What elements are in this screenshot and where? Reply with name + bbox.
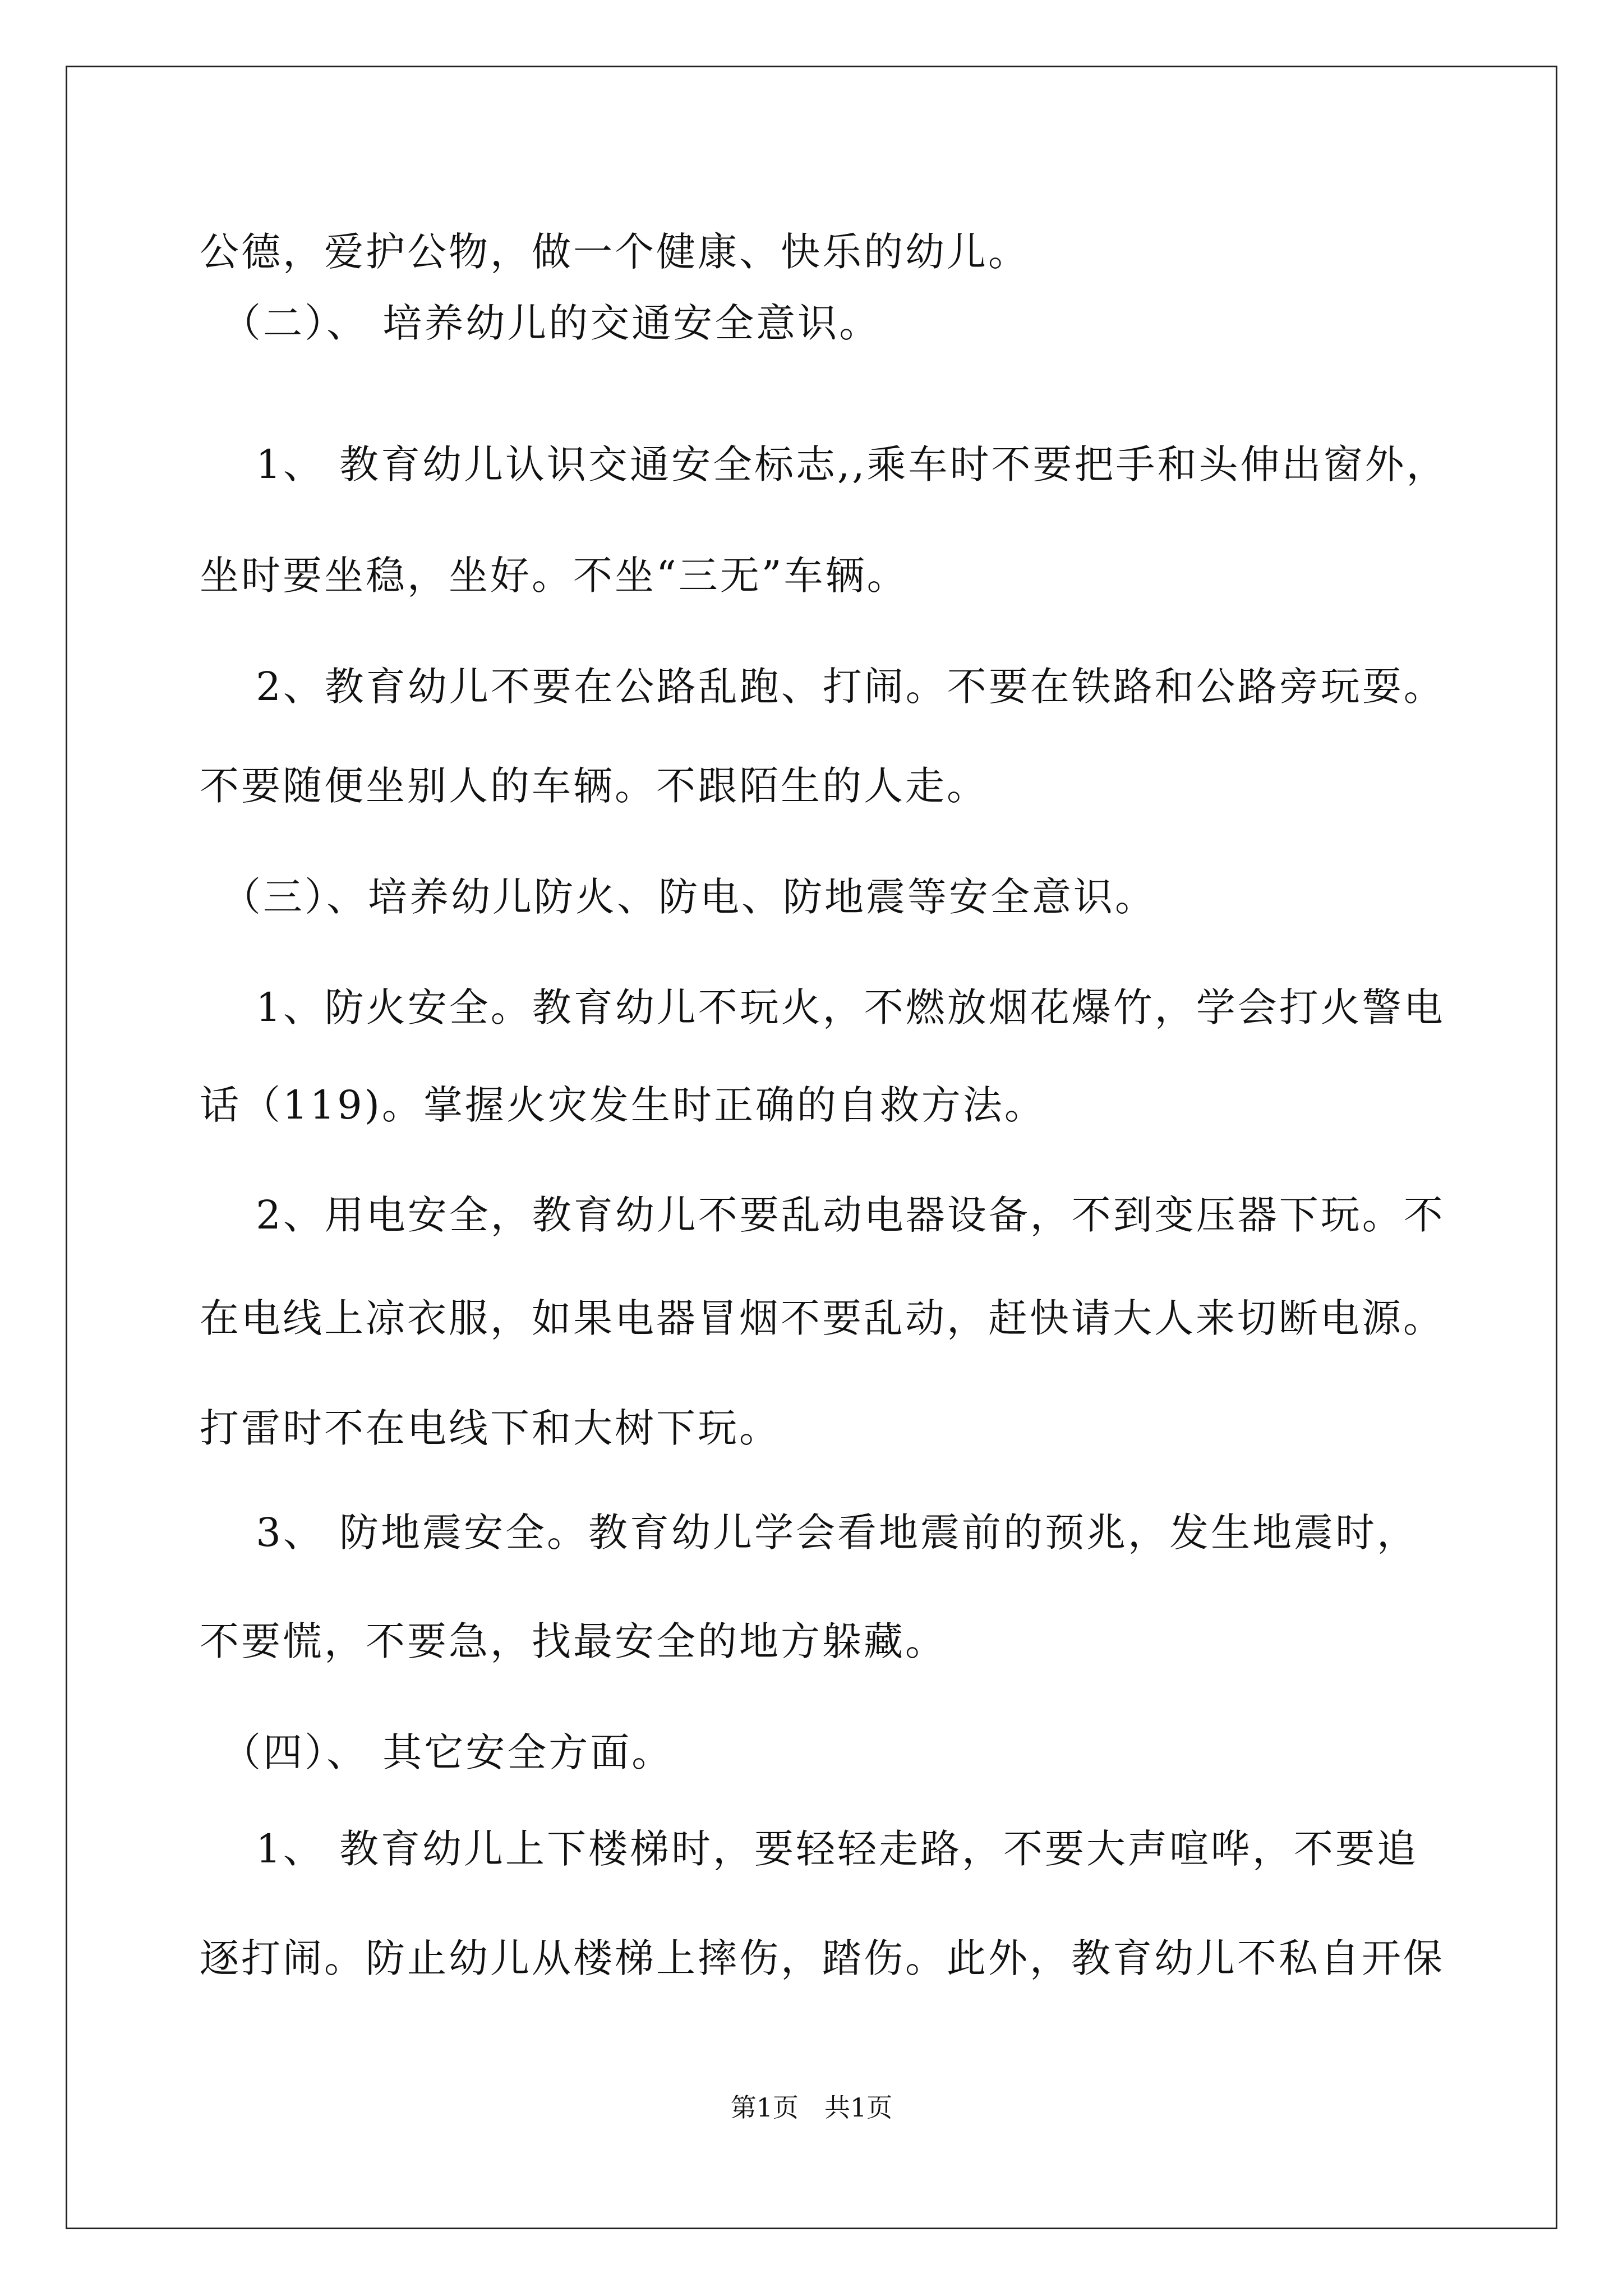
text-line: 3、 防地震安全。教育幼儿学会看地震前的预兆，发生地震时， [200, 1510, 1419, 1556]
text-line: 1、 教育幼儿上下楼梯时，要轻轻走路，不要大声喧哗，不要追 [200, 1826, 1419, 1872]
text-line: 1、 教育幼儿认识交通安全标志,,乘车时不要把手和头伸出窗外， [200, 441, 1448, 487]
page-border [66, 66, 1557, 2229]
section-heading: （四）、 其它安全方面。 [200, 1729, 674, 1775]
text-line: 打雷时不在电线下和大树下玩。 [200, 1405, 781, 1451]
page-number-footer: 第1页 共1页 [730, 2092, 893, 2123]
text-line: 不要随便坐别人的车辆。不跟陌生的人走。 [200, 763, 988, 809]
text-line: 2、教育幼儿不要在公路乱跑、打闹。不要在铁路和公路旁玩耍。 [200, 664, 1445, 710]
text-line: 不要慌，不要急，找最安全的地方躲藏。 [200, 1618, 947, 1664]
text-line: 坐时要坐稳，坐好。不坐“三无”车辆。 [200, 553, 909, 599]
text-line: 公德，爱护公物，做一个健康、快乐的幼儿。 [200, 229, 1030, 275]
section-heading: （三）、培养幼儿防火、防电、防地震等安全意识。 [200, 874, 1156, 920]
text-line: 话（119)。掌握火灾发生时正确的自救方法。 [200, 1082, 1046, 1128]
text-line: 在电线上凉衣服，如果电器冒烟不要乱动，赶快请大人来切断电源。 [200, 1295, 1445, 1341]
text-line: 逐打闹。防止幼儿从楼梯上摔伤，踏伤。此外，教育幼儿不私自开保 [200, 1935, 1445, 1981]
section-heading: （二）、 培养幼儿的交通安全意识。 [200, 300, 881, 346]
text-line: 1、防火安全。教育幼儿不玩火，不燃放烟花爆竹，学会打火警电 [200, 984, 1445, 1030]
text-line: 2、用电安全，教育幼儿不要乱动电器设备，不到变压器下玩。不 [200, 1192, 1445, 1238]
